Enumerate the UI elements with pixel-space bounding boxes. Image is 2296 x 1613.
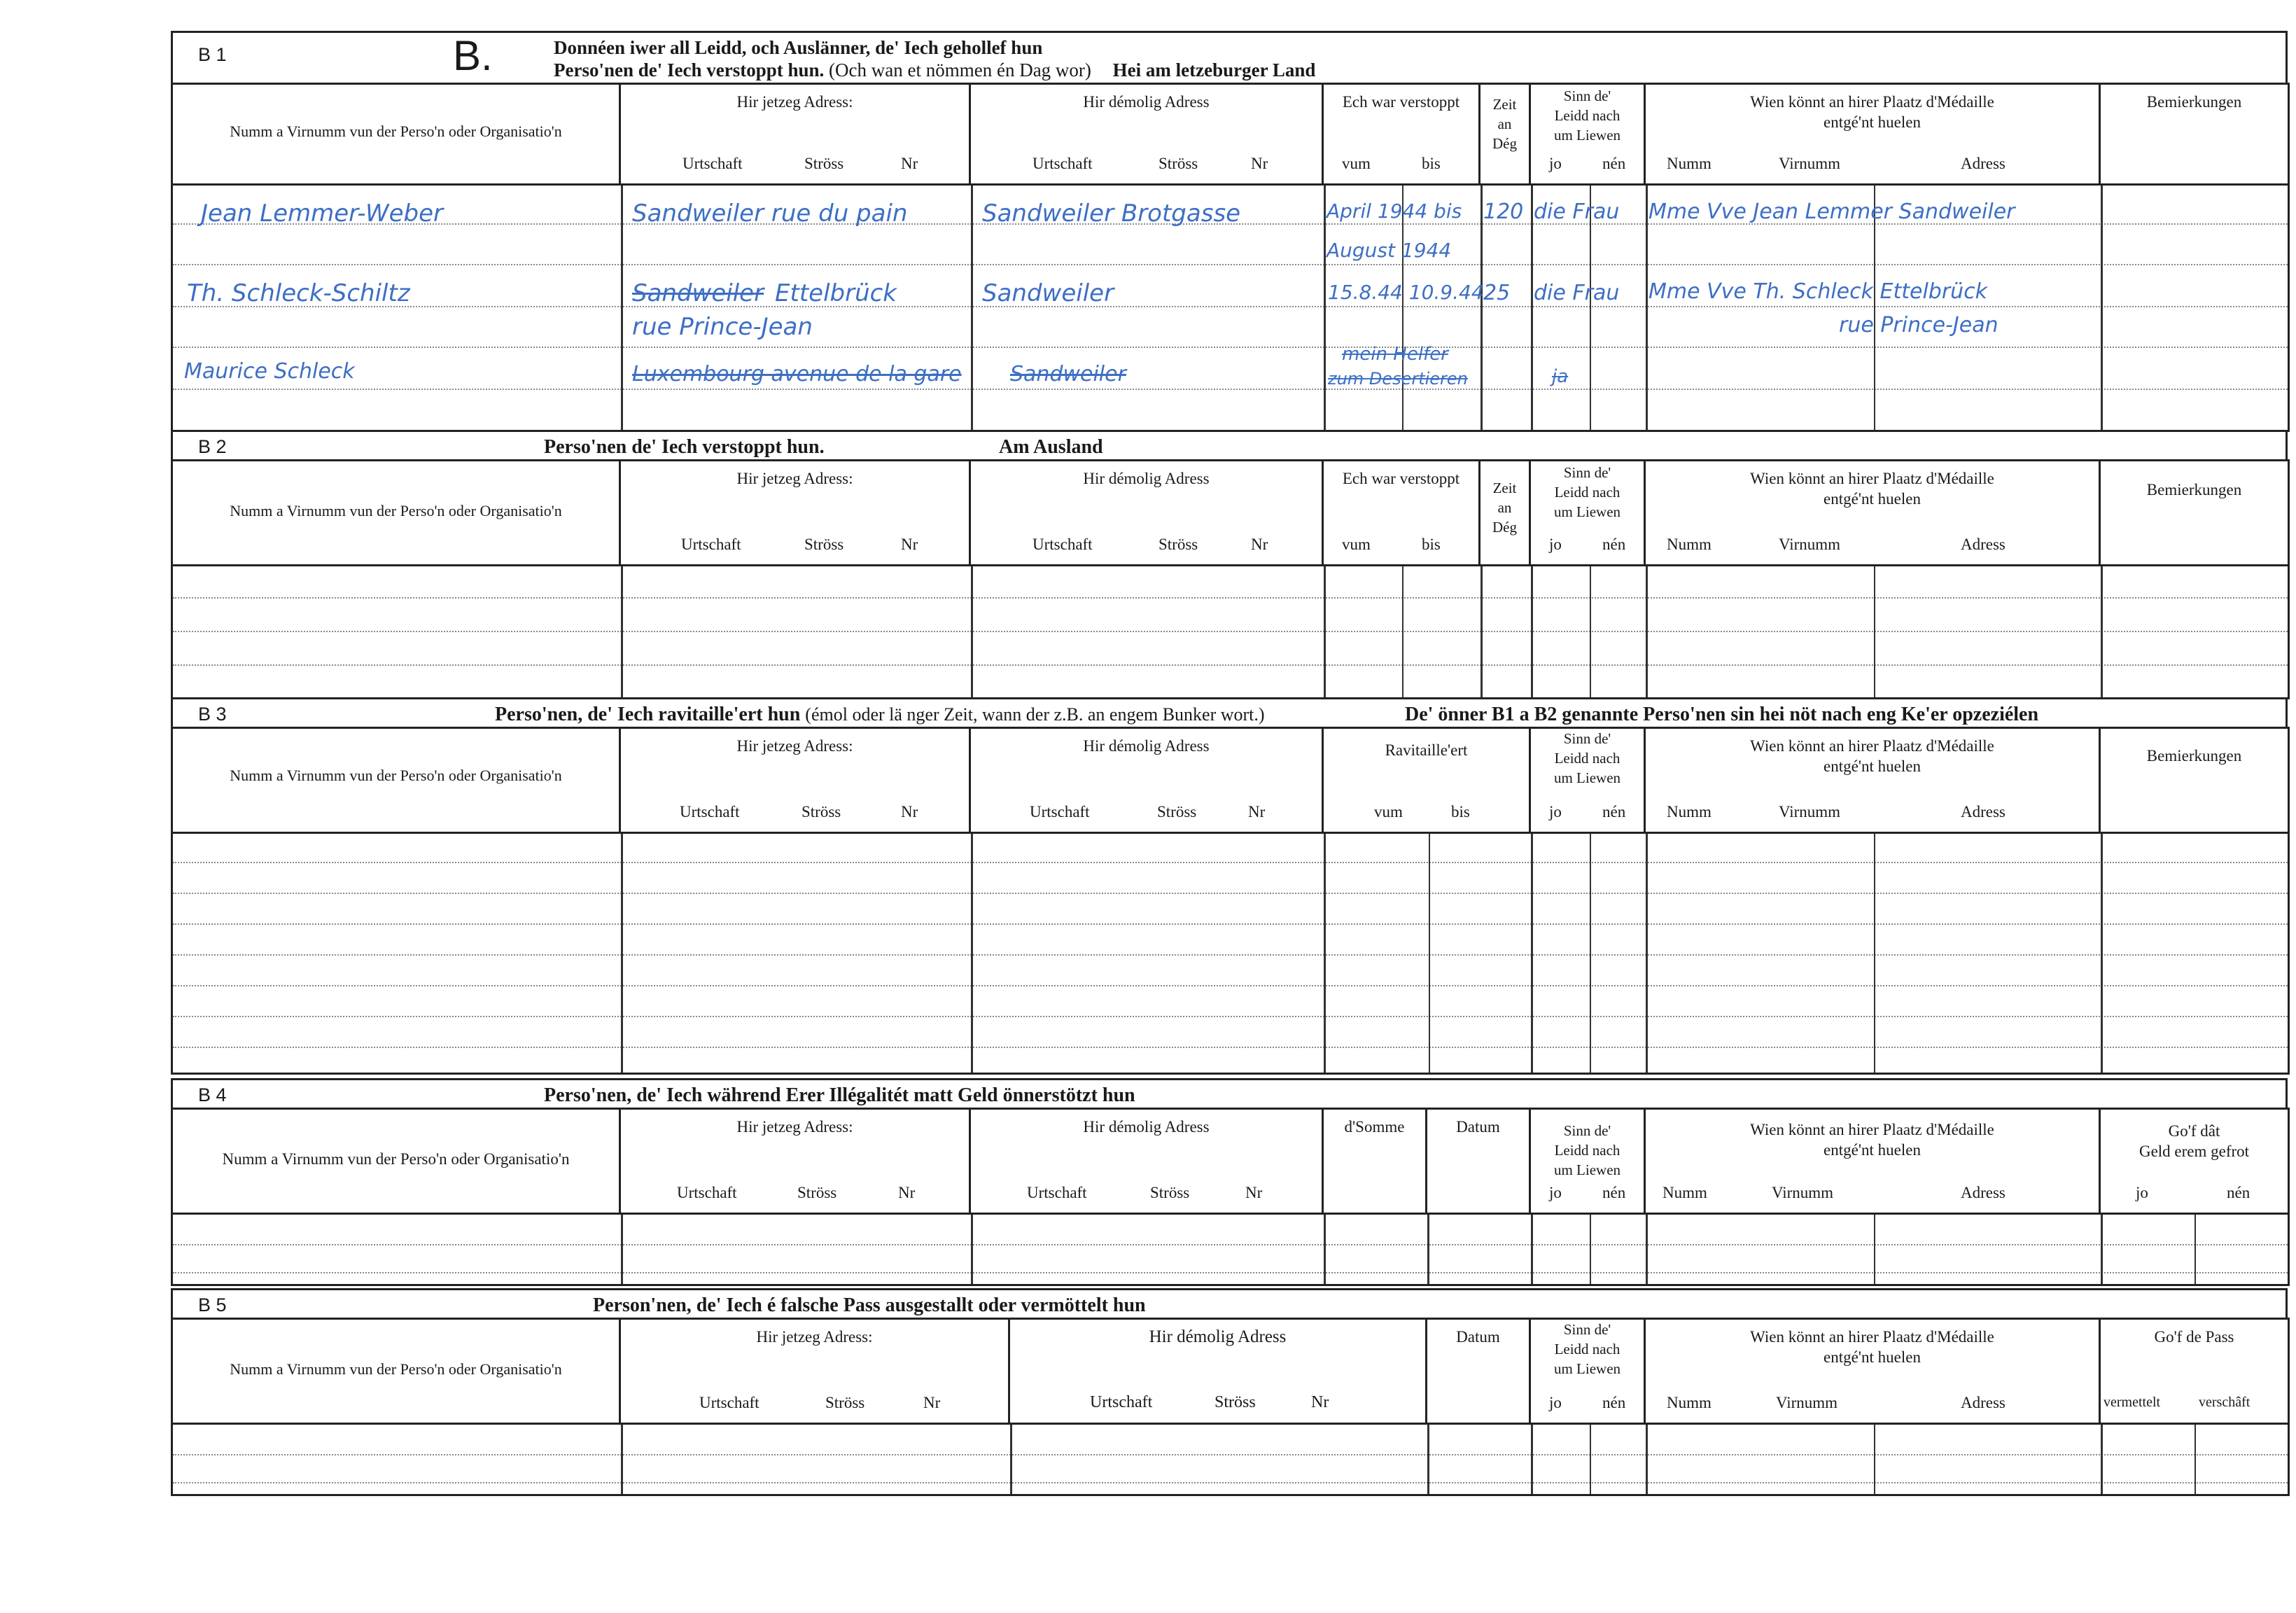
section-b2-header [171,430,2288,461]
entry-3-former-struck: Sandweiler [1010,362,1126,386]
col-current-address-header: Hir jetzeg Adress: Urtschaft Ströss Nr [620,1319,1009,1424]
col-former-address-header: Hir démolig Adress Urtschaft Ströss Nr [970,84,1323,185]
entry-2-name: Th. Schleck-Schiltz [187,279,410,307]
intro-place: Hei am letzeburger Land [1112,60,1316,81]
col-medal-header: Wien könnt an hirer Plaatz d'Médaille entgé'nt huelen Numm Virnumm Adress [1645,84,2100,185]
entry-1-name: Jean Lemmer-Weber [201,200,443,228]
b3-entries [172,833,2289,1074]
b3-table [171,727,2290,1075]
entry-2-period: 15.8.44 10.9.44 [1328,281,1484,304]
section-title: Person'nen, de' Iech é falsche Pass ausgestallt oder vermöttelt hun [593,1294,1146,1316]
entry-1-days: 120 [1483,200,1524,224]
col-pass-header: Go'f de Pass vermettelt verschâft [2100,1319,2289,1424]
col-name-header: Numm a Virnumm vun der Perso'n oder Organisatio'n [172,461,620,566]
section-code: B 2 [198,436,227,457]
col-name-header: Numm a Virnumm vun der Perso'n oder Organisatio'n [172,1319,620,1424]
b4-table [171,1108,2290,1286]
entry-2-current-2: rue Prince-Jean [632,313,813,341]
b5-entries [172,1424,2289,1495]
b1-entries [172,185,2289,431]
section-b4-header [171,1078,2288,1110]
section-title: Perso'nen, de' Iech ravitaille'ert hun [495,704,801,725]
col-alive-header: Sinn de' Leidd nach um Liewen jo nén [1530,728,1645,833]
entry-1-former: Sandweiler Brotgasse [982,200,1241,228]
col-name-header: Numm a Virnumm vun der Perso'n oder Organisatio'n [172,84,620,185]
col-current-address-header: Hir jetzeg Adress: Urtschaft Ströss Nr [620,84,970,185]
entry-2-current: Ettelbrück [775,279,897,307]
entry-2-heir: Mme Vve Th. Schleck Ettelbrück [1648,279,1988,304]
intro-line-1: Donnéen iwer all Leidd, och Auslänner, de' Iech gehollef hun [554,37,1043,58]
entry-2-heir-2: rue Prince-Jean [1839,313,1998,337]
entry-1-period-2: August 1944 [1326,239,1452,262]
col-current-address-header: Hir jetzeg Adress: Urtschaft Ströss Nr [620,1109,970,1214]
col-current-address-header: Hir jetzeg Adress: Urtschaft Ströss Nr [620,461,970,566]
col-remarks-header: Bemierkungen [2100,84,2289,185]
intro-note: (Och wan et nömmen én Dag wor) [829,60,1091,81]
section-b5-header [171,1288,2288,1320]
col-name-header: Numm a Virnumm vun der Perso'n oder Organisatio'n [172,1109,620,1214]
b4-entries [172,1214,2289,1285]
entry-3-period-struck-2: zum Desertieren [1328,369,1468,389]
col-medal-header: Wien könnt an hirer Plaatz d'Médaille entgé'nt huelen Numm Virnumm Adress [1645,461,2100,566]
section-code: B 3 [198,704,227,725]
section-note: (émol oder lä nger Zeit, wann der z.B. an engem Bunker wort.) [805,704,1265,725]
col-sum-header: d'Somme [1323,1109,1427,1214]
entry-1-alive: die Frau [1534,200,1620,224]
col-date-header: Datum [1427,1319,1530,1424]
entry-3-period-struck-1: mein Helfer [1342,344,1448,365]
b5-table [171,1318,2290,1496]
col-days-header: Zeit an Dég [1480,84,1530,185]
b1-table [171,83,2290,432]
section-title: Perso'nen de' Iech verstoppt hun. [544,436,825,458]
entry-2-days: 25 [1483,281,1511,305]
entry-3-alive-struck: ja [1552,366,1569,387]
col-medal-header: Wien könnt an hirer Plaatz d'Médaille entgé'nt huelen Numm Virnumm Adress [1645,1319,2100,1424]
section-b1-header [171,31,2288,85]
col-hidden-header: Ech war verstoppt vum bis [1323,461,1480,566]
section-code: B 1 [198,44,227,65]
col-date-header: Datum [1427,1109,1530,1214]
form-letter: B. [453,32,493,79]
col-former-address-header: Hir démolig Adress Urtschaft Ströss Nr [970,728,1323,833]
col-alive-header: Sinn de' Leidd nach um Liewen jo nén [1530,1319,1645,1424]
col-supplied-header: Ravitaille'ert vum bis [1323,728,1530,833]
section-code: B 5 [198,1294,227,1315]
entry-1-current: Sandweiler rue du pain [632,200,908,228]
intro-line-2 [554,60,1315,81]
section-b3-header [171,697,2288,729]
col-remarks-header: Bemierkungen [2100,461,2289,566]
col-medal-header: Wien könnt an hirer Plaatz d'Médaille entgé'nt huelen Numm Virnumm Adress [1645,728,2100,833]
col-alive-header: Sinn de' Leidd nach um Liewen jo nén [1530,1109,1645,1214]
b2-table [171,459,2290,699]
col-money-header: Go'f dât Geld erem gefrot jo nén [2100,1109,2289,1214]
col-name-header: Numm a Virnumm vun der Perso'n oder Organisatio'n [172,728,620,833]
section-title-group [495,704,1265,726]
entry-3-name: Maurice Schleck [184,359,355,384]
intro-line-2-text: Perso'nen de' Iech verstoppt hun. [554,60,825,81]
col-alive-header: Sinn de' Leidd nach um Liewen jo nén [1530,461,1645,566]
col-hidden-header: Ech war verstoppt vum bis [1323,84,1480,185]
entry-2-former: Sandweiler [982,279,1114,307]
entry-1-heir: Mme Vve Jean Lemmer Sandweiler [1648,200,2015,224]
entry-2-alive: die Frau [1534,281,1620,305]
b2-entries [172,566,2289,699]
entry-1-period-1: April 1944 bis [1326,200,1462,223]
col-alive-header: Sinn de' Leidd nach um Liewen jo nén [1530,84,1645,185]
entry-2-current-struck: Sandweiler [632,279,764,307]
form-sheet [171,31,2288,1494]
col-former-address-header: Hir démolig Adress Urtschaft Ströss Nr [970,1109,1323,1214]
section-code: B 4 [198,1084,227,1105]
col-days-header: Zeit an Dég [1480,461,1530,566]
col-current-address-header: Hir jetzeg Adress: Urtschaft Ströss Nr [620,728,970,833]
entry-3-current-struck: Luxembourg avenue de la gare [632,362,962,386]
col-former-address-header: Hir démolig Adress Urtschaft Ströss Nr [1009,1319,1427,1424]
col-former-address-header: Hir démolig Adress Urtschaft Ströss Nr [970,461,1323,566]
col-remarks-header: Bemierkungen [2100,728,2289,833]
section-extra: De' önner B1 a B2 genannte Perso'nen sin hei nöt nach eng Ke'er opzeziélen [1405,704,2039,725]
section-title: Perso'nen, de' Iech während Erer Illégalitét matt Geld önnerstötzt hun [544,1084,1135,1106]
section-place: Am Ausland [999,436,1103,458]
col-medal-header: Wien könnt an hirer Plaatz d'Médaille entgé'nt huelen Numm Virnumm Adress [1645,1109,2100,1214]
